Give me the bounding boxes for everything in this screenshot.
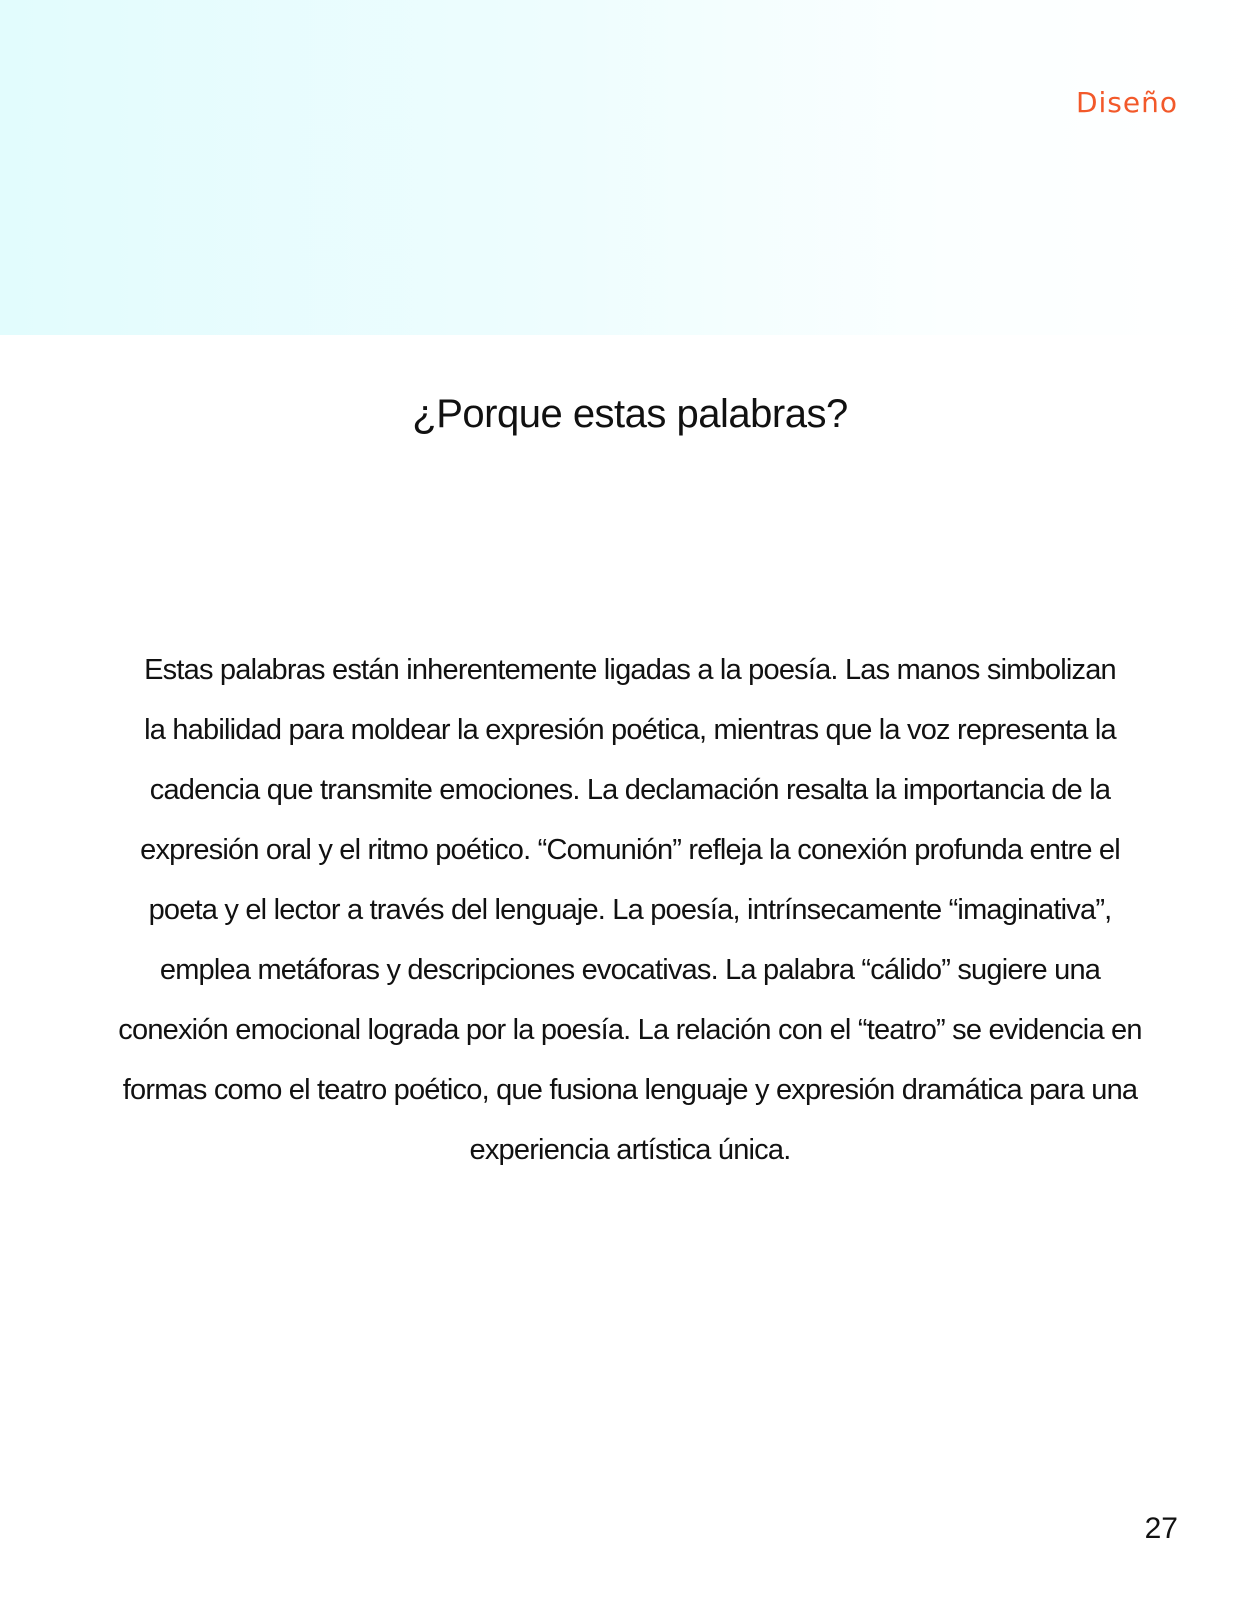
section-label: Diseño bbox=[1075, 86, 1178, 119]
paragraph-line: experiencia artística única. bbox=[469, 1134, 791, 1166]
paragraph-line: cadencia que transmite emociones. La declamación resalta la importancia de la bbox=[149, 774, 1111, 806]
header-gradient-band bbox=[0, 0, 1260, 335]
page-number: 27 bbox=[1144, 1512, 1178, 1545]
page-title: ¿Porque estas palabras? bbox=[412, 392, 848, 436]
paragraph-line: emplea metáforas y descripciones evocativas. La palabra “cálido” sugiere una bbox=[159, 954, 1101, 986]
paragraph-line: Estas palabras están inherentemente ligadas a la poesía. Las manos simbolizan bbox=[144, 654, 1116, 686]
paragraph-line: poeta y el lector a través del lenguaje. La poesía, intrínsecamente “imaginativa”, bbox=[148, 894, 1112, 926]
paragraph-line: conexión emocional lograda por la poesía. La relación con el “teatro” se evidencia en bbox=[118, 1014, 1142, 1046]
body-paragraph bbox=[100, 640, 1160, 1180]
paragraph-line: formas como el teatro poético, que fusiona lenguaje y expresión dramática para una bbox=[122, 1074, 1138, 1106]
paragraph-line: expresión oral y el ritmo poético. “Comunión” refleja la conexión profunda entre el bbox=[140, 834, 1120, 866]
paragraph-line: la habilidad para moldear la expresión poética, mientras que la voz representa la bbox=[144, 714, 1116, 746]
